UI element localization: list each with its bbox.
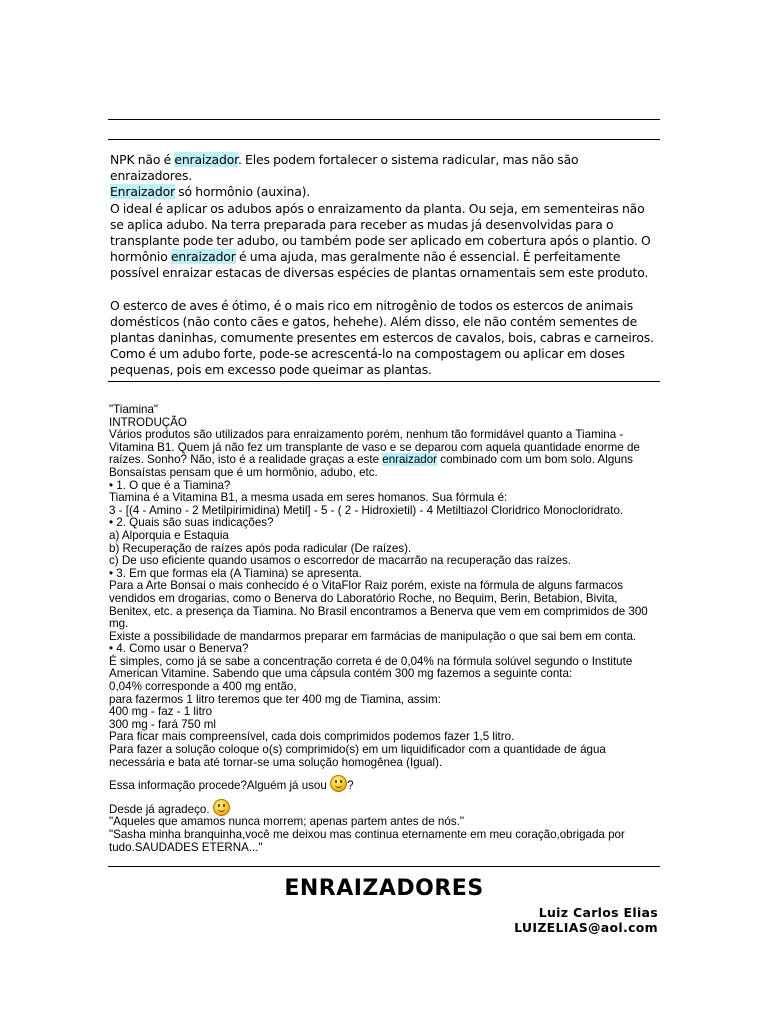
article-paragraph-1: NPK não é enraizador. Eles podem fortalecer o sistema radicular, mas não são enraizadores. Enraizador só hormônio (auxina). O ideal é aplicar os adubos após o enraizamento da planta. Ou seja, em sementeiras não se aplica adubo. Na terra preparada para receber as mudas já desenvolvidas para o transplante pode ter adubo, ou também pode ser aplicado em cobertura após o plantio. O hormônio enraizador é uma ajuda, mas geralmente não é essencial. É perfeitamente possível enraizar estacas de diversas espécies de plantas ornamentais sem este produto. bbox=[110, 152, 651, 281]
author-email: LUIZELIAS@aol.com bbox=[514, 920, 658, 935]
smiley-icon bbox=[330, 775, 347, 792]
answer-text: Existe a possibilidade de mandarmos preparar em farmácias de manipulação o que sai bem em conta. bbox=[109, 629, 637, 643]
answer-text: c) De uso eficiente quando usamos o escorredor de macarrão na recuperação das raízes. bbox=[109, 554, 572, 568]
smiley-icon bbox=[213, 799, 230, 816]
question-2: • 2. Quais são suas indicações? bbox=[109, 516, 274, 530]
document-title: ENRAIZADORES bbox=[284, 876, 484, 901]
keyword-highlight: enraizador bbox=[382, 453, 438, 467]
forum-post bbox=[109, 404, 661, 854]
keyword-highlight: enraizador bbox=[170, 249, 236, 265]
top-rule-2 bbox=[108, 139, 660, 140]
bottom-rule bbox=[108, 866, 660, 867]
answer-text: É simples, como já se sabe a concentração correta é de 0,04% na fórmula solúvel segundo o Institute American Vitamine. Sabendo que uma cápsula contém 300 mg fazemos a seguinte conta: bbox=[109, 654, 633, 681]
intro-text: Vários produtos são utilizados para enraizamento porém, nenhum tão formidável quanto a Tiamina - Vitamina B1. Quem já não fez um transplante de vaso e se deparou com aquela quantidade enorme de raízes. Sonho? Não, isto é a realidade graças a este enraizador combinado com um bom solo. Alguns Bonsaístas pensam que é um hormônio, adubo, etc. bbox=[109, 428, 640, 479]
keyword-highlight: Enraizador bbox=[110, 184, 175, 200]
answer-text: b) Recuperação de raízes após poda radicular (De raízes). bbox=[109, 541, 412, 555]
keyword-highlight: enraizador bbox=[174, 152, 238, 167]
question-4: • 4. Como usar o Benerva? bbox=[109, 642, 249, 656]
answer-text: Para ficar mais compreensível, cada dois comprimidos podemos fazer 1,5 litro. bbox=[109, 730, 515, 744]
answer-text: para fazermos 1 litro teremos que ter 400 mg de Tiamina, assim: bbox=[109, 692, 441, 706]
signature-quote: "Sasha minha branquinha,você me deixou mas continua eternamente em meu coração,obrigada por tudo.SAUDADES ETERNA..." bbox=[109, 828, 625, 854]
answer-text: Para a Arte Bonsai o mais conhecido é o VitaFlor Raiz porém, existe na fórmula de alguns farmacos vendidos em drogarias, como o Benerva do Laboratório Roche, no Bequim, Berin, Betabion, Bivita, Benitex, etc. a presença da Tiamina. No Brasil encontramos a Benerva que vem em comprimidos de 300 mg. bbox=[109, 579, 648, 631]
answer-text: Para fazer a solução coloque o(s) comprimido(s) em um liquidificador com a quantidade de água necessária e bata até tornar-se uma solução homogênea (Igual). bbox=[109, 743, 606, 769]
post-title: "Tiamina" bbox=[109, 403, 159, 416]
signature-quote: "Aqueles que amamos nunca morrem; apenas partem antes de nós." bbox=[109, 815, 464, 829]
question-1: • 1. O que é a Tiamina? bbox=[109, 478, 231, 492]
thanks-line: Desde já agradeço. bbox=[109, 799, 661, 817]
article-text bbox=[110, 152, 658, 379]
article-paragraph-2: O esterco de aves é ótimo, é o mais rico em nitrogênio de todos os estercos de animais domésticos (não conto cães e gatos, hehehe). Além disso, ele não contém sementes de plantas daninhas, comumente presentes em estercos de cavalos, bois, cabras e carneiros. Como é um adubo forte, pode-se acrescentá-lo na compostagem ou aplicar em doses pequenas, pois em excesso pode queimar as plantas. bbox=[110, 297, 654, 378]
question-line: Essa informação procede?Alguém já usou ? bbox=[109, 775, 661, 793]
author-name: Luiz Carlos Elias bbox=[538, 905, 658, 920]
middle-rule bbox=[108, 381, 660, 382]
answer-text: 300 mg - fará 750 ml bbox=[109, 717, 216, 731]
answer-text: 0,04% corresponde a 400 mg então, bbox=[109, 680, 297, 694]
section-heading: INTRODUÇÃO bbox=[109, 415, 187, 429]
top-rule-1 bbox=[108, 119, 660, 120]
question-3: • 3. Em que formas ela (A Tiamina) se apresenta. bbox=[109, 566, 362, 580]
formula-text: 3 - [(4 - Amino - 2 Metilpirimidina) Metil] - 5 - ( 2 - Hidroxietil) - 4 Metiltiazol Cloridrico Monocloridrato. bbox=[109, 503, 624, 517]
answer-text: a) Alporquia e Estaquia bbox=[109, 528, 229, 542]
answer-text: Tiamina é a Vitamina B1, a mesma usada em seres homanos. Sua fórmula é: bbox=[109, 491, 508, 505]
answer-text: 400 mg - faz - 1 litro bbox=[109, 705, 213, 719]
